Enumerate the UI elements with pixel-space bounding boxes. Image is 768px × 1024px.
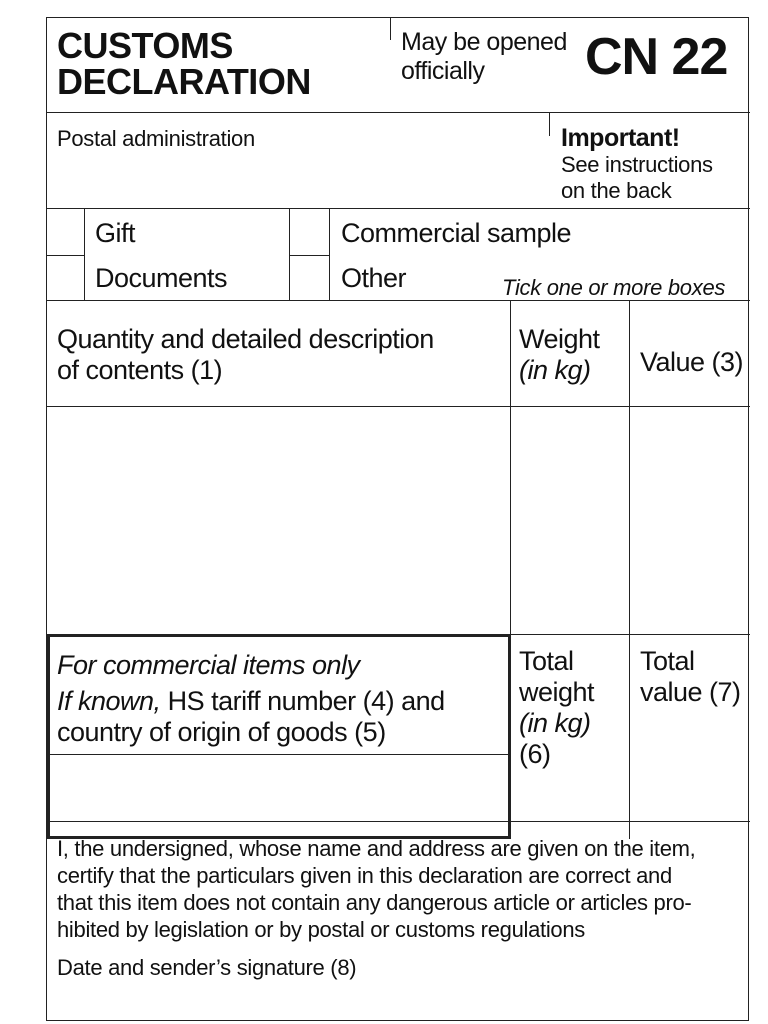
checkbox-mid-divider	[289, 255, 329, 256]
value-header: Value (3)	[640, 347, 744, 377]
declaration-text	[57, 835, 695, 943]
col-divider-value	[629, 300, 630, 839]
divider-header	[47, 112, 750, 113]
total-value-label	[640, 646, 741, 708]
gift-checkbox[interactable]	[47, 210, 83, 254]
title-line-2: DECLARATION	[57, 61, 311, 102]
signature-field[interactable]	[51, 984, 745, 1018]
opened-officially-note	[401, 28, 567, 86]
commercial-sample-checkbox[interactable]	[291, 210, 328, 254]
commercial-line-1: For commercial items only	[57, 650, 360, 680]
signature-label: Date and sender’s signature (8)	[57, 955, 357, 980]
divider-categories	[47, 300, 750, 301]
important-title: Important!	[561, 124, 680, 152]
declaration-line-1: I, the undersigned, whose name and address are given on the item,	[57, 836, 696, 861]
hs-tariff-text: HS tariff number (4) and	[160, 686, 445, 716]
declaration-line-4: hibited by legislation or by postal or customs regulations	[57, 917, 586, 942]
commercial-sample-label: Commercial sample	[341, 218, 572, 248]
documents-label: Documents	[95, 263, 228, 293]
weight-header	[519, 324, 600, 386]
commercial-line-2	[57, 686, 445, 717]
documents-checkbox[interactable]	[47, 257, 83, 299]
important-tick	[549, 112, 550, 136]
divider-contents-header	[47, 406, 750, 407]
opened-line-2: officially	[401, 57, 485, 85]
important-line-2: on the back	[561, 178, 672, 203]
important-note	[561, 124, 713, 204]
commercial-line-3: country of origin of goods (5)	[57, 717, 386, 747]
desc-line-2: of contents (1)	[57, 355, 223, 385]
weight-line-1: Weight	[519, 324, 600, 354]
checkbox-col-mid-a	[289, 208, 290, 300]
title-line-1: CUSTOMS	[57, 25, 233, 66]
divider-postal	[47, 208, 750, 209]
total-value-line-1: Total	[640, 646, 695, 676]
opened-line-1: May be opened	[401, 28, 567, 56]
tick-hint: Tick one or more boxes	[502, 275, 726, 300]
contents-description-field[interactable]	[49, 410, 507, 632]
other-checkbox[interactable]	[291, 257, 328, 299]
total-weight-line-3: (in kg)	[519, 708, 591, 738]
declaration-line-3: that this item does not contain any dangerous article or articles pro-	[57, 890, 692, 915]
desc-line-1: Quantity and detailed description	[57, 324, 434, 354]
divider-totals	[47, 821, 750, 822]
important-line-1: See instructions	[561, 152, 713, 177]
form-code: CN 22	[585, 28, 728, 86]
total-weight-label	[519, 646, 594, 770]
total-weight-line-2: weight	[519, 677, 595, 707]
if-known-text: If known,	[57, 686, 161, 716]
total-value-line-2: value (7)	[640, 677, 741, 707]
contents-description-header	[57, 324, 434, 386]
checkbox-col-mid-b	[329, 208, 330, 300]
checkbox-left-divider	[47, 255, 84, 256]
postal-administration-label: Postal administration	[57, 126, 255, 151]
form-title	[57, 25, 311, 102]
checkbox-col-left	[84, 208, 85, 300]
value-field[interactable]	[632, 410, 748, 632]
declaration-line-2: certify that the particulars given in this declaration are correct and	[57, 863, 672, 888]
other-label: Other	[341, 263, 407, 293]
divider-commercial	[47, 754, 510, 755]
weight-line-2: (in kg)	[519, 355, 591, 385]
gift-label: Gift	[95, 218, 136, 248]
total-weight-line-1: Total	[519, 646, 574, 676]
total-weight-line-4: (6)	[519, 739, 551, 769]
hs-tariff-field[interactable]	[51, 758, 506, 834]
weight-field[interactable]	[513, 410, 626, 632]
cn22-form	[46, 17, 749, 1021]
header-tick	[390, 18, 391, 40]
commercial-info	[57, 650, 445, 748]
